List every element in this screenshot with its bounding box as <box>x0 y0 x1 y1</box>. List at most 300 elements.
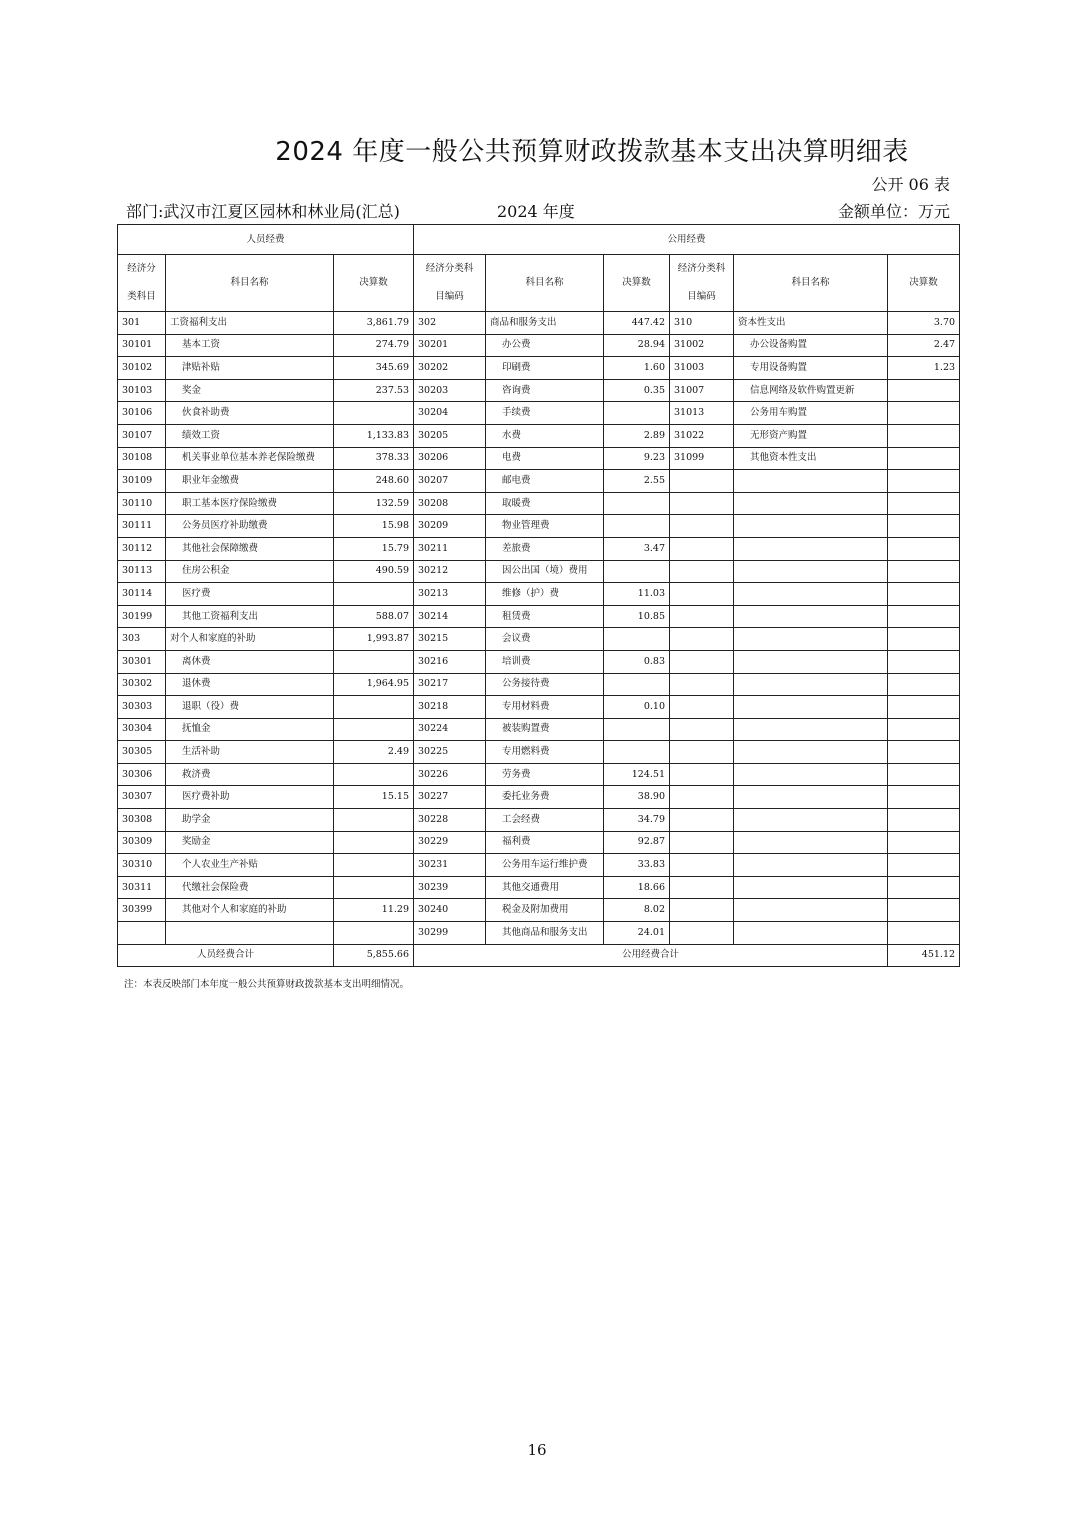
amount-cell: 274.79 <box>334 334 414 357</box>
name-cell <box>734 718 888 741</box>
code-cell: 30302 <box>118 673 166 696</box>
code-cell: 30301 <box>118 650 166 673</box>
amount-cell: 2.55 <box>604 470 670 493</box>
name-cell: 差旅费 <box>486 537 604 560</box>
amount-cell <box>334 650 414 673</box>
code-cell: 30399 <box>118 899 166 922</box>
name-cell <box>734 809 888 832</box>
code-cell <box>670 876 734 899</box>
code-cell: 30310 <box>118 854 166 877</box>
code-cell: 30215 <box>414 628 486 651</box>
amount-cell <box>888 605 960 628</box>
totals-row <box>118 944 960 967</box>
code-cell: 30228 <box>414 809 486 832</box>
amount-cell <box>888 402 960 425</box>
table-row <box>118 379 960 402</box>
name-cell: 其他交通费用 <box>486 876 604 899</box>
table-row <box>118 334 960 357</box>
amount-cell: 490.59 <box>334 560 414 583</box>
code-cell: 30206 <box>414 447 486 470</box>
code-cell: 30110 <box>118 492 166 515</box>
fiscal-year: 2024 年度 <box>497 202 575 221</box>
personnel-total-value: 5,855.66 <box>334 944 414 967</box>
amount-cell: 3.70 <box>888 312 960 335</box>
code-cell: 30218 <box>414 696 486 719</box>
code-cell: 30231 <box>414 854 486 877</box>
amount-cell <box>888 809 960 832</box>
amount-cell <box>604 673 670 696</box>
page-number: 16 <box>527 1441 547 1459</box>
amount-cell <box>604 515 670 538</box>
name-cell <box>734 650 888 673</box>
amount-cell <box>334 402 414 425</box>
name-cell: 其他对个人和家庭的补助 <box>166 899 334 922</box>
code-cell: 30299 <box>414 922 486 945</box>
code-cell <box>670 899 734 922</box>
amount-cell: 10.85 <box>604 605 670 628</box>
amount-cell: 15.79 <box>334 537 414 560</box>
code-cell: 30201 <box>414 334 486 357</box>
code-cell: 30204 <box>414 402 486 425</box>
amount-cell <box>888 470 960 493</box>
code-cell: 31013 <box>670 402 734 425</box>
name-cell: 信息网络及软件购置更新 <box>734 379 888 402</box>
personnel-total-label: 人员经费合计 <box>118 944 334 967</box>
amount-cell <box>888 560 960 583</box>
code-cell: 310 <box>670 312 734 335</box>
name-cell: 奖励金 <box>166 831 334 854</box>
code-cell: 30107 <box>118 424 166 447</box>
code-cell: 30240 <box>414 899 486 922</box>
amount-cell <box>334 763 414 786</box>
code-cell: 30109 <box>118 470 166 493</box>
name-cell: 公务接待费 <box>486 673 604 696</box>
col-header-amount: 决算数 <box>334 255 414 312</box>
name-cell: 奖金 <box>166 379 334 402</box>
name-cell: 培训费 <box>486 650 604 673</box>
name-cell: 机关事业单位基本养老保险缴费 <box>166 447 334 470</box>
amount-cell: 34.79 <box>604 809 670 832</box>
code-cell <box>670 696 734 719</box>
name-cell: 职工基本医疗保险缴费 <box>166 492 334 515</box>
amount-cell <box>888 583 960 606</box>
amount-cell <box>888 492 960 515</box>
column-header-row <box>118 255 960 312</box>
table-row <box>118 402 960 425</box>
name-cell: 福利费 <box>486 831 604 854</box>
amount-cell <box>334 583 414 606</box>
amount-cell: 237.53 <box>334 379 414 402</box>
code-cell: 30108 <box>118 447 166 470</box>
name-cell: 退职（役）费 <box>166 696 334 719</box>
table-row <box>118 673 960 696</box>
amount-cell: 33.83 <box>604 854 670 877</box>
amount-cell: 3,861.79 <box>334 312 414 335</box>
name-cell: 公务员医疗补助缴费 <box>166 515 334 538</box>
code-cell: 30305 <box>118 741 166 764</box>
name-cell: 其他工资福利支出 <box>166 605 334 628</box>
table-row <box>118 447 960 470</box>
col-header-name: 科目名称 <box>166 255 334 312</box>
code-cell: 301 <box>118 312 166 335</box>
amount-cell: 38.90 <box>604 786 670 809</box>
table-row <box>118 854 960 877</box>
name-cell <box>734 854 888 877</box>
name-cell: 绩效工资 <box>166 424 334 447</box>
amount-cell <box>888 922 960 945</box>
amount-cell <box>888 763 960 786</box>
code-cell: 30101 <box>118 334 166 357</box>
amount-cell: 18.66 <box>604 876 670 899</box>
code-cell: 30207 <box>414 470 486 493</box>
name-cell: 维修（护）费 <box>486 583 604 606</box>
name-cell: 退休费 <box>166 673 334 696</box>
code-cell: 30216 <box>414 650 486 673</box>
amount-cell: 588.07 <box>334 605 414 628</box>
name-cell <box>734 628 888 651</box>
col-header-code-personnel: 经济分 类科目 <box>118 255 166 312</box>
amount-cell <box>604 560 670 583</box>
amount-cell <box>888 537 960 560</box>
amount-cell: 11.03 <box>604 583 670 606</box>
amount-cell <box>604 718 670 741</box>
name-cell: 税金及附加费用 <box>486 899 604 922</box>
amount-cell <box>334 831 414 854</box>
code-cell: 30229 <box>414 831 486 854</box>
code-cell: 303 <box>118 628 166 651</box>
name-cell: 专用材料费 <box>486 696 604 719</box>
name-cell: 资本性支出 <box>734 312 888 335</box>
amount-cell <box>888 673 960 696</box>
table-row <box>118 605 960 628</box>
code-cell: 30103 <box>118 379 166 402</box>
amount-cell <box>604 741 670 764</box>
code-cell: 30226 <box>414 763 486 786</box>
code-cell <box>670 809 734 832</box>
table-row <box>118 922 960 945</box>
code-cell <box>670 718 734 741</box>
name-cell: 办公费 <box>486 334 604 357</box>
code-cell: 30205 <box>414 424 486 447</box>
amount-cell <box>334 809 414 832</box>
col-header-amount: 决算数 <box>604 255 670 312</box>
table-row <box>118 583 960 606</box>
code-cell: 30224 <box>414 718 486 741</box>
amount-cell: 378.33 <box>334 447 414 470</box>
name-cell: 被装购置费 <box>486 718 604 741</box>
code-cell: 30227 <box>414 786 486 809</box>
code-cell: 302 <box>414 312 486 335</box>
code-cell <box>670 537 734 560</box>
amount-cell: 2.47 <box>888 334 960 357</box>
amount-cell: 0.10 <box>604 696 670 719</box>
name-cell: 咨询费 <box>486 379 604 402</box>
col-header-name: 科目名称 <box>734 255 888 312</box>
code-cell: 31099 <box>670 447 734 470</box>
name-cell <box>166 922 334 945</box>
name-cell <box>734 786 888 809</box>
amount-unit: 金额单位：万元 <box>837 202 950 221</box>
code-cell <box>670 786 734 809</box>
amount-cell <box>888 650 960 673</box>
col-header-code-capital: 经济分类科 目编码 <box>670 255 734 312</box>
code-cell: 31007 <box>670 379 734 402</box>
amount-cell: 24.01 <box>604 922 670 945</box>
code-cell <box>670 854 734 877</box>
amount-cell <box>888 515 960 538</box>
name-cell: 无形资产购置 <box>734 424 888 447</box>
name-cell: 个人农业生产补贴 <box>166 854 334 877</box>
name-cell: 其他资本性支出 <box>734 447 888 470</box>
name-cell <box>734 560 888 583</box>
code-cell: 30203 <box>414 379 486 402</box>
table-row <box>118 470 960 493</box>
amount-cell <box>604 402 670 425</box>
table-row <box>118 357 960 380</box>
name-cell: 津贴补贴 <box>166 357 334 380</box>
name-cell: 会议费 <box>486 628 604 651</box>
table-row <box>118 628 960 651</box>
table-row <box>118 763 960 786</box>
amount-cell: 1,964.95 <box>334 673 414 696</box>
name-cell: 职业年金缴费 <box>166 470 334 493</box>
code-cell <box>670 741 734 764</box>
table-row <box>118 809 960 832</box>
code-cell: 30212 <box>414 560 486 583</box>
code-cell <box>670 650 734 673</box>
code-cell: 30102 <box>118 357 166 380</box>
name-cell: 基本工资 <box>166 334 334 357</box>
public-group-header: 公用经费 <box>414 225 960 255</box>
amount-cell <box>888 831 960 854</box>
table-row <box>118 741 960 764</box>
amount-cell: 2.89 <box>604 424 670 447</box>
code-cell: 31002 <box>670 334 734 357</box>
name-cell: 代缴社会保险费 <box>166 876 334 899</box>
name-cell: 救济费 <box>166 763 334 786</box>
name-cell: 住房公积金 <box>166 560 334 583</box>
name-cell: 物业管理费 <box>486 515 604 538</box>
name-cell: 生活补助 <box>166 741 334 764</box>
name-cell: 离休费 <box>166 650 334 673</box>
table-row <box>118 696 960 719</box>
amount-cell <box>888 718 960 741</box>
code-cell: 30208 <box>414 492 486 515</box>
name-cell <box>734 470 888 493</box>
code-cell: 30309 <box>118 831 166 854</box>
name-cell: 水费 <box>486 424 604 447</box>
code-cell: 30199 <box>118 605 166 628</box>
name-cell: 医疗费补助 <box>166 786 334 809</box>
amount-cell: 11.29 <box>334 899 414 922</box>
name-cell <box>734 876 888 899</box>
amount-cell: 9.23 <box>604 447 670 470</box>
table-row <box>118 718 960 741</box>
code-cell: 30239 <box>414 876 486 899</box>
code-cell: 30225 <box>414 741 486 764</box>
name-cell: 专用燃料费 <box>486 741 604 764</box>
name-cell <box>734 583 888 606</box>
name-cell <box>734 741 888 764</box>
amount-cell <box>888 379 960 402</box>
amount-cell <box>604 628 670 651</box>
code-cell <box>670 605 734 628</box>
code-cell <box>670 560 734 583</box>
code-cell: 30106 <box>118 402 166 425</box>
page-title: 2024 年度一般公共预算财政拨款基本支出决算明细表 <box>275 137 909 167</box>
amount-cell: 447.42 <box>604 312 670 335</box>
col-header-amount: 决算数 <box>888 255 960 312</box>
table-row <box>118 650 960 673</box>
table-row <box>118 786 960 809</box>
name-cell: 其他商品和服务支出 <box>486 922 604 945</box>
name-cell <box>734 696 888 719</box>
name-cell: 印刷费 <box>486 357 604 380</box>
table-row <box>118 560 960 583</box>
table-row <box>118 492 960 515</box>
code-cell: 30311 <box>118 876 166 899</box>
amount-cell <box>334 696 414 719</box>
name-cell: 伙食补助费 <box>166 402 334 425</box>
group-header-row <box>118 225 960 255</box>
code-cell: 30202 <box>414 357 486 380</box>
name-cell <box>734 831 888 854</box>
table-row <box>118 876 960 899</box>
code-cell: 30217 <box>414 673 486 696</box>
amount-cell <box>888 899 960 922</box>
amount-cell: 0.83 <box>604 650 670 673</box>
col-header-code-goods: 经济分类科 目编码 <box>414 255 486 312</box>
name-cell: 公务用车运行维护费 <box>486 854 604 877</box>
code-cell: 31022 <box>670 424 734 447</box>
expenditure-table <box>117 224 960 967</box>
code-cell: 30213 <box>414 583 486 606</box>
name-cell <box>734 763 888 786</box>
amount-cell: 92.87 <box>604 831 670 854</box>
amount-cell: 28.94 <box>604 334 670 357</box>
amount-cell: 132.59 <box>334 492 414 515</box>
name-cell: 邮电费 <box>486 470 604 493</box>
amount-cell <box>888 696 960 719</box>
code-cell: 30211 <box>414 537 486 560</box>
code-cell: 30214 <box>414 605 486 628</box>
code-cell: 30303 <box>118 696 166 719</box>
amount-cell: 3.47 <box>604 537 670 560</box>
code-cell <box>670 922 734 945</box>
name-cell: 因公出国（境）费用 <box>486 560 604 583</box>
amount-cell <box>604 492 670 515</box>
amount-cell <box>888 628 960 651</box>
table-row <box>118 515 960 538</box>
amount-cell <box>888 424 960 447</box>
name-cell <box>734 673 888 696</box>
amount-cell: 124.51 <box>604 763 670 786</box>
amount-cell: 15.98 <box>334 515 414 538</box>
name-cell: 工资福利支出 <box>166 312 334 335</box>
name-cell <box>734 605 888 628</box>
personnel-group-header: 人员经费 <box>118 225 414 255</box>
name-cell: 其他社会保障缴费 <box>166 537 334 560</box>
name-cell: 对个人和家庭的补助 <box>166 628 334 651</box>
code-cell <box>118 922 166 945</box>
name-cell: 办公设备购置 <box>734 334 888 357</box>
code-cell <box>670 831 734 854</box>
name-cell: 手续费 <box>486 402 604 425</box>
amount-cell: 1,993.87 <box>334 628 414 651</box>
table-row <box>118 899 960 922</box>
amount-cell: 8.02 <box>604 899 670 922</box>
code-cell: 30113 <box>118 560 166 583</box>
table-row <box>118 312 960 335</box>
amount-cell: 345.69 <box>334 357 414 380</box>
code-cell <box>670 673 734 696</box>
amount-cell <box>888 447 960 470</box>
amount-cell <box>888 854 960 877</box>
public-total-label: 公用经费合计 <box>414 944 888 967</box>
name-cell: 抚恤金 <box>166 718 334 741</box>
amount-cell <box>888 876 960 899</box>
amount-cell <box>334 922 414 945</box>
name-cell: 工会经费 <box>486 809 604 832</box>
amount-cell <box>334 718 414 741</box>
table-row <box>118 424 960 447</box>
amount-cell: 1,133.83 <box>334 424 414 447</box>
code-cell: 30307 <box>118 786 166 809</box>
amount-cell <box>888 741 960 764</box>
code-cell: 30308 <box>118 809 166 832</box>
amount-cell <box>334 876 414 899</box>
amount-cell: 1.60 <box>604 357 670 380</box>
footnote: 注：本表反映部门本年度一般公共预算财政拨款基本支出明细情况。 <box>124 979 410 990</box>
code-cell: 30209 <box>414 515 486 538</box>
amount-cell: 2.49 <box>334 741 414 764</box>
amount-cell <box>334 854 414 877</box>
table-row <box>118 537 960 560</box>
amount-cell <box>888 786 960 809</box>
code-cell <box>670 470 734 493</box>
amount-cell: 1.23 <box>888 357 960 380</box>
amount-cell: 0.35 <box>604 379 670 402</box>
name-cell <box>734 492 888 515</box>
code-cell: 30306 <box>118 763 166 786</box>
code-cell: 30112 <box>118 537 166 560</box>
name-cell: 商品和服务支出 <box>486 312 604 335</box>
name-cell: 委托业务费 <box>486 786 604 809</box>
name-cell: 电费 <box>486 447 604 470</box>
name-cell <box>734 922 888 945</box>
code-cell: 30114 <box>118 583 166 606</box>
name-cell <box>734 899 888 922</box>
code-cell <box>670 515 734 538</box>
table-number: 公开 06 表 <box>871 175 950 194</box>
code-cell: 30111 <box>118 515 166 538</box>
code-cell: 31003 <box>670 357 734 380</box>
amount-cell: 248.60 <box>334 470 414 493</box>
code-cell <box>670 583 734 606</box>
code-cell: 30304 <box>118 718 166 741</box>
public-total-value: 451.12 <box>888 944 960 967</box>
code-cell <box>670 492 734 515</box>
name-cell: 租赁费 <box>486 605 604 628</box>
department-label: 部门:武汉市江夏区园林和林业局(汇总) <box>126 202 400 221</box>
code-cell <box>670 763 734 786</box>
name-cell: 劳务费 <box>486 763 604 786</box>
table-row <box>118 831 960 854</box>
name-cell: 专用设备购置 <box>734 357 888 380</box>
name-cell: 公务用车购置 <box>734 402 888 425</box>
name-cell: 医疗费 <box>166 583 334 606</box>
name-cell <box>734 515 888 538</box>
